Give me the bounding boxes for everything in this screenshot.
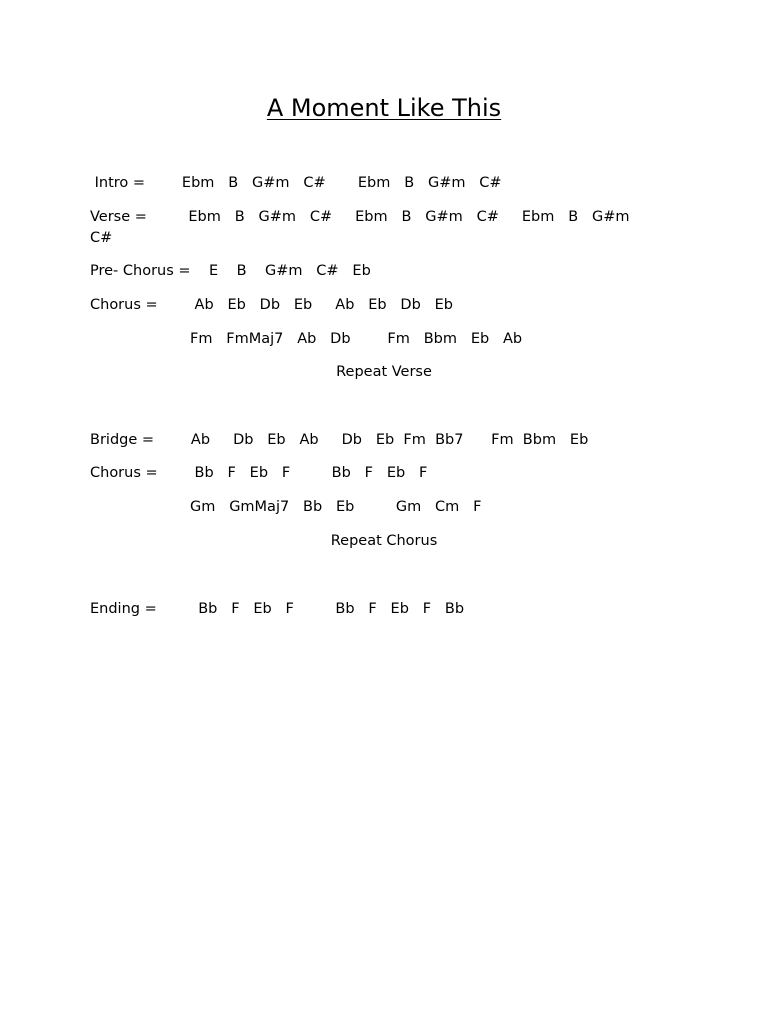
chorus-line: Chorus = Ab Eb Db Eb Ab Eb Db Eb bbox=[90, 297, 453, 313]
ending-line: Ending = Bb F Eb F Bb F Eb F Bb bbox=[90, 601, 465, 617]
page-title: A Moment Like This bbox=[266, 94, 502, 122]
chorus-2-line: Chorus = Bb F Eb F Bb F Eb F bbox=[90, 465, 428, 481]
chorus-2-line-2: Gm GmMaj7 Bb Eb Gm Cm F bbox=[190, 499, 482, 515]
pre-chorus-line: Pre- Chorus = E B G#m C# Eb bbox=[90, 263, 371, 279]
intro-line: Intro = Ebm B G#m C# Ebm B G#m C# bbox=[90, 175, 502, 191]
chorus-line-2: Fm FmMaj7 Ab Db Fm Bbm Eb Ab bbox=[190, 331, 523, 347]
verse-line-wrap: C# bbox=[90, 230, 113, 246]
verse-line: Verse = Ebm B G#m C# Ebm B G#m C# Ebm B G#m bbox=[90, 209, 630, 225]
repeat-chorus-label: Repeat Chorus bbox=[330, 533, 438, 549]
repeat-verse-label: Repeat Verse bbox=[336, 364, 432, 380]
bridge-line: Bridge = Ab Db Eb Ab Db Eb Fm Bb7 Fm Bbm Eb bbox=[90, 432, 589, 448]
